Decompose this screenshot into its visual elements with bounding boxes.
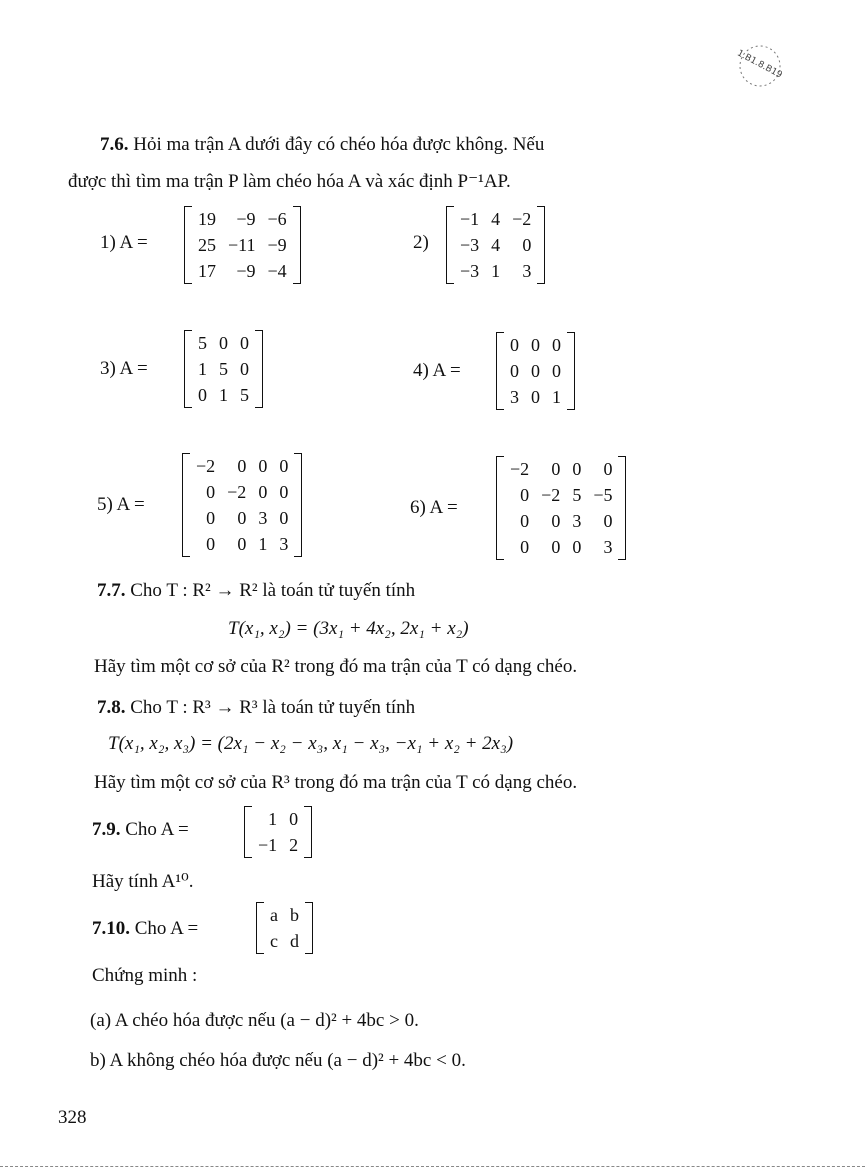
matrix-entry: 0 <box>240 333 249 353</box>
stamp-text: 1.B1.8.B19 <box>735 48 784 81</box>
matrix-entry: 0 <box>279 482 289 502</box>
matrix-entry: 0 <box>206 534 216 554</box>
matrix <box>184 206 301 284</box>
right-bracket <box>567 332 575 410</box>
matrix-entry: 3 <box>603 537 613 557</box>
left-bracket <box>244 806 252 858</box>
right-bracket <box>537 206 545 284</box>
exercise-7-6-line2: được thì tìm ma trận P làm chéo hóa A và xác định P⁻¹AP. <box>68 171 511 192</box>
matrix-entry: 3 <box>572 511 582 531</box>
matrix-entry: −3 <box>460 235 480 255</box>
matrix-entry: 0 <box>219 333 228 353</box>
left-bracket <box>256 902 264 954</box>
matrix-entry: 0 <box>551 459 561 479</box>
matrix-entry: 25 <box>198 235 216 255</box>
matrix-entry: 0 <box>206 508 216 528</box>
matrix-entry: −11 <box>228 235 256 255</box>
matrix <box>184 330 263 408</box>
matrix-entry: 0 <box>510 335 519 355</box>
matrix-entry: 0 <box>551 537 561 557</box>
matrix-entry: −2 <box>196 456 216 476</box>
exercise-7-10-part-b: b) A không chéo hóa được nếu (a − d)² + 4bc < 0. <box>90 1050 466 1071</box>
matrix-entry: d <box>290 931 299 951</box>
matrix-entry: 3 <box>258 508 268 528</box>
matrix-entry: 3 <box>510 387 519 407</box>
matrix-entry: 0 <box>520 511 530 531</box>
matrix-entry: 0 <box>279 456 289 476</box>
matrix <box>496 456 626 560</box>
matrix-entry: 0 <box>551 511 561 531</box>
matrix-entry: 0 <box>237 456 247 476</box>
left-bracket <box>184 206 192 284</box>
right-bracket <box>294 453 302 557</box>
matrix-entry: 5 <box>198 333 207 353</box>
matrix-entry: −2 <box>510 459 530 479</box>
matrix-entry: b <box>290 905 299 925</box>
left-bracket <box>496 332 504 410</box>
exercise-7-10-part-a: (a) A chéo hóa được nếu (a − d)² + 4bc > 0. <box>90 1010 419 1031</box>
matrix-entry: 0 <box>531 335 540 355</box>
matrix-entry: −1 <box>258 835 278 855</box>
left-bracket <box>496 456 504 560</box>
matrix-entry: 0 <box>240 359 249 379</box>
left-bracket <box>184 330 192 408</box>
exercise-text: Cho T : R³ → R³ là toán tử tuyến tính <box>130 697 416 718</box>
exercise-number: 7.8. <box>97 697 126 718</box>
matrix-entry: 3 <box>522 261 532 281</box>
right-bracket <box>304 806 312 858</box>
matrix <box>244 806 312 858</box>
matrix-label: 4) A = <box>413 360 461 381</box>
exercise-number: 7.10. <box>92 918 130 939</box>
matrix-entry: −4 <box>267 261 287 281</box>
matrix-entry: 2 <box>289 835 299 855</box>
exercise-text: Cho A = <box>134 918 199 939</box>
matrix-entry: −9 <box>267 235 287 255</box>
right-bracket <box>255 330 263 408</box>
matrix <box>256 902 313 954</box>
matrix-entry: 0 <box>198 385 207 405</box>
matrix-entry: 4 <box>491 209 501 229</box>
matrix-entry: 0 <box>520 537 530 557</box>
exercise-7-8-question: Hãy tìm một cơ sở của R³ trong đó ma trận của T có dạng chéo. <box>94 772 578 793</box>
matrix-entry: 3 <box>279 534 289 554</box>
exercise-7-7-line <box>97 580 415 602</box>
matrix-entry: 0 <box>572 459 582 479</box>
matrix-entry: 0 <box>237 508 247 528</box>
matrix-entry: 0 <box>531 387 540 407</box>
matrix-entry: 1 <box>198 359 207 379</box>
exercise-7-10-line <box>92 918 198 940</box>
exercise-7-7-question: Hãy tìm một cơ sở của R² trong đó ma trận của T có dạng chéo. <box>94 656 578 677</box>
matrix-entry: −3 <box>460 261 480 281</box>
matrix-entry: 1 <box>258 534 268 554</box>
exercise-7-9-line <box>92 819 189 841</box>
matrix-entry: −5 <box>593 485 613 505</box>
matrix <box>496 332 575 410</box>
matrix-entry: 0 <box>531 361 540 381</box>
exercise-7-6-line1 <box>100 134 544 156</box>
exercise-number: 7.6. <box>100 134 129 155</box>
matrix-entry: 0 <box>522 235 532 255</box>
matrix-entry: 1 <box>491 261 501 281</box>
exercise-number: 7.9. <box>92 819 121 840</box>
left-bracket <box>446 206 454 284</box>
right-bracket <box>618 456 626 560</box>
page-number: 328 <box>58 1107 87 1128</box>
right-bracket <box>293 206 301 284</box>
matrix-entry: −9 <box>236 261 256 281</box>
matrix-entry: 0 <box>206 482 216 502</box>
matrix <box>182 453 302 557</box>
exercise-text: Cho A = <box>125 819 189 840</box>
exercise-text: Hỏi ma trận A dưới đây có chéo hóa được không. Nếu <box>133 134 545 155</box>
exercise-7-9-question: Hãy tính A¹⁰. <box>92 871 194 892</box>
matrix-entry: 0 <box>258 482 268 502</box>
matrix-entry: 19 <box>198 209 216 229</box>
matrix-entry: 0 <box>279 508 289 528</box>
matrix <box>446 206 545 284</box>
left-bracket <box>182 453 190 557</box>
library-stamp <box>720 28 801 104</box>
matrix-entry: c <box>270 931 278 951</box>
matrix-entry: a <box>270 905 278 925</box>
matrix-entry: 0 <box>520 485 530 505</box>
matrix-entry: 1 <box>268 809 278 829</box>
exercise-7-8-line <box>97 697 415 719</box>
matrix-entry: 0 <box>552 361 561 381</box>
matrix-entry: 5 <box>240 385 249 405</box>
matrix-entry: 17 <box>198 261 216 281</box>
matrix-entry: −2 <box>227 482 247 502</box>
matrix-entry: −2 <box>541 485 561 505</box>
matrix-entry: 0 <box>258 456 268 476</box>
matrix-entry: 0 <box>603 511 613 531</box>
matrix-entry: 5 <box>219 359 228 379</box>
matrix-entry: 0 <box>289 809 299 829</box>
matrix-entry: 4 <box>491 235 501 255</box>
matrix-entry: 0 <box>510 361 519 381</box>
matrix-entry: 5 <box>572 485 582 505</box>
matrix-entry: −2 <box>512 209 532 229</box>
matrix-entry: 1 <box>552 387 561 407</box>
matrix-entry: 0 <box>237 534 247 554</box>
matrix-label: 5) A = <box>97 494 145 515</box>
right-bracket <box>305 902 313 954</box>
matrix-label: 6) A = <box>410 497 458 518</box>
matrix-entry: −9 <box>236 209 256 229</box>
exercise-7-10-prove: Chứng minh : <box>92 965 198 986</box>
matrix-entry: 0 <box>603 459 613 479</box>
exercise-text: Cho T : R² → R² là toán tử tuyến tính <box>130 580 416 601</box>
matrix-entry: −1 <box>460 209 480 229</box>
matrix-entry: −6 <box>267 209 287 229</box>
exercise-7-8-formula: T(x₁, x₂, x₃) = (2x₁ − x₂ − x₃, x₁ − x₃, −x₁ + x₂ + 2x₃) <box>108 733 514 754</box>
exercise-7-7-formula: T(x₁, x₂) = (3x₁ + 4x₂, 2x₁ + x₂) <box>228 618 469 639</box>
page-bottom-rule <box>0 1166 865 1167</box>
matrix-entry: 0 <box>572 537 582 557</box>
matrix-label: 1) A = <box>100 232 148 253</box>
matrix-entry: 1 <box>219 385 228 405</box>
matrix-label: 2) <box>413 232 429 253</box>
matrix-entry: 0 <box>552 335 561 355</box>
matrix-label: 3) A = <box>100 358 148 379</box>
exercise-number: 7.7. <box>97 580 126 601</box>
